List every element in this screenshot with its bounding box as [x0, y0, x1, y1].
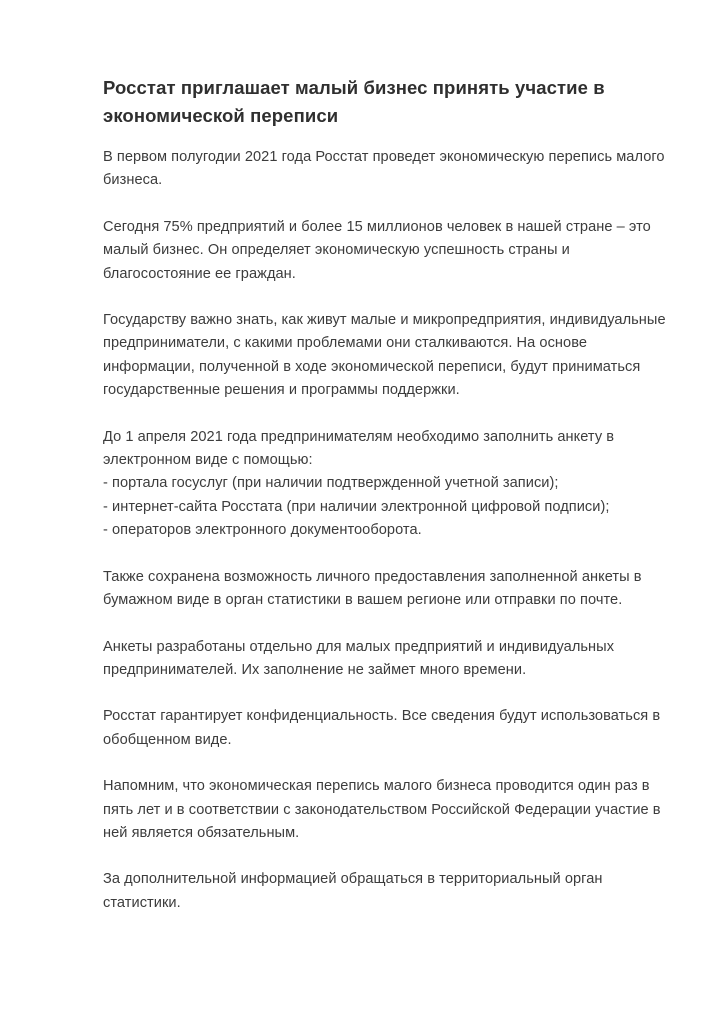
paragraph-line: пять лет и в соответствии с законодательством Российской Федерации участие в — [103, 801, 661, 818]
title-line: Росстат приглашает малый бизнес принять участие в — [103, 77, 605, 98]
paragraph-line: информации, полученной в ходе экономической переписи, будут приниматься — [103, 358, 641, 375]
paragraph-line: Сегодня 75% предприятий и более 15 миллионов человек в нашей стране – это — [103, 218, 651, 235]
paragraph-line: Напомним, что экономическая перепись малого бизнеса проводится один раз в — [103, 778, 650, 795]
paragraph-line: До 1 апреля 2021 года предпринимателям необходимо заполнить анкету в — [103, 428, 615, 445]
paragraph-forms — [103, 636, 683, 683]
document-title — [103, 74, 683, 130]
paragraph-line: В первом полугодии 2021 года Росстат проведет экономическую перепись малого — [103, 149, 665, 165]
paragraph-line: обобщенном виде. — [103, 731, 232, 748]
paragraph-census-period — [103, 146, 683, 193]
paragraph-line: ней является обязательным. — [103, 824, 300, 841]
list-item-edo-operators: - операторов электронного документооборота. — [103, 522, 422, 539]
paragraph-line: Росстат гарантирует конфиденциальность. Все сведения будут использоваться в — [103, 708, 661, 725]
document-page — [103, 74, 683, 938]
paragraph-line: Анкеты разработаны отдельно для малых предприятий и индивидуальных — [103, 638, 615, 655]
paragraph-paper-option — [103, 566, 683, 613]
paragraph-line: государственные решения и программы поддержки. — [103, 382, 460, 399]
paragraph-line: статистики. — [103, 894, 181, 911]
paragraph-deadline-methods — [103, 426, 683, 543]
paragraph-line: бизнеса. — [103, 172, 163, 189]
list-item-gosuslugi: - портала госуслуг (при наличии подтвержденной учетной записи); — [103, 475, 559, 492]
paragraph-small-business-share — [103, 216, 683, 286]
paragraph-line: Государству важно знать, как живут малые и микропредприятия, индивидуальные — [103, 312, 666, 329]
title-line: экономической переписи — [103, 105, 339, 126]
paragraph-line: благосостояние ее граждан. — [103, 265, 296, 282]
paragraph-contact — [103, 868, 683, 915]
paragraph-line: Также сохранена возможность личного предоставления заполненной анкеты в — [103, 568, 642, 585]
paragraph-reminder — [103, 775, 683, 845]
paragraph-line: предпринимателей. Их заполнение не займет много времени. — [103, 661, 527, 678]
paragraph-confidentiality — [103, 705, 683, 752]
paragraph-line: бумажном виде в орган статистики в вашем регионе или отправки по почте. — [103, 592, 623, 609]
paragraph-line: предприниматели, с какими проблемами они сталкиваются. На основе — [103, 335, 588, 352]
list-item-rosstat-site: - интернет-сайта Росстата (при наличии электронной цифровой подписи); — [103, 498, 610, 515]
paragraph-line: электронном виде с помощью: — [103, 452, 313, 469]
paragraph-line: малый бизнес. Он определяет экономическую успешность страны и — [103, 242, 570, 259]
paragraph-line: За дополнительной информацией обращаться в территориальный орган — [103, 871, 603, 888]
paragraph-state-interest — [103, 309, 683, 403]
